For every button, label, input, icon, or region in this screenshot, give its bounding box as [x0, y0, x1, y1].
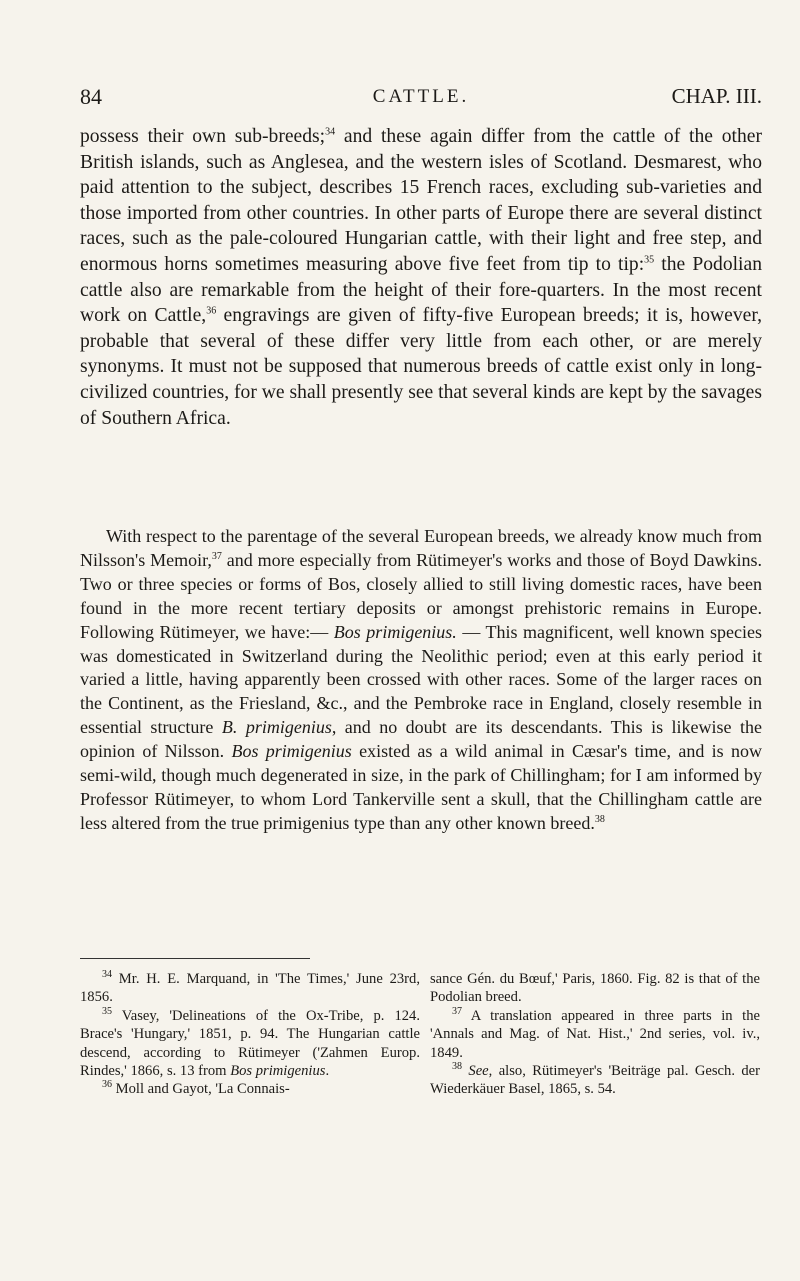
footnote-34 — [80, 970, 420, 1007]
chapter-label: CHAP. III. — [671, 84, 762, 108]
footnote-text: See — [468, 1063, 489, 1080]
text-run: existed as a wild animal in Cæsar's time, and is now semi-wild, though much degenerated in size, in the park of Chillingham; for I am informed by Professor Rütimeyer, to whom Lord Tankerville sent a skull, that the Chillingham cattle are less altered from the true primigenius type than any other known breed. — [80, 741, 762, 833]
footnotes-right-column — [430, 970, 760, 1099]
footnote-ref-38: 38 — [594, 813, 605, 825]
paragraph-1 — [80, 124, 762, 431]
footnote-number: 37 — [452, 1005, 462, 1017]
text-run: possess their own sub-breeds; — [80, 126, 326, 147]
footnote-number: 35 — [102, 1005, 112, 1017]
footnote-rule — [80, 958, 310, 959]
paragraph-2 — [80, 525, 762, 836]
species-name: Bos primigenius — [231, 741, 352, 762]
footnote-ref-36: 36 — [206, 305, 217, 317]
footnote-36-continued — [430, 970, 760, 1007]
footnote-text: Mr. H. E. Marquand, in 'The Times,' June 23rd, 1856. — [80, 971, 420, 1006]
footnote-text: A translation appeared in three parts in the 'Annals and Mag. of Nat. Hist.,' 2nd series, vol. iv., 1849. — [430, 1007, 760, 1061]
page-number: 84 — [80, 84, 102, 109]
footnote-text: . — [325, 1063, 330, 1080]
footnote-text: Moll and Gayot, 'La Connais- — [112, 1081, 290, 1098]
text-run: and more especially from Rütimeyer's works and those of Boyd Dawkins. Two or three species or forms of Bos, closely allied to still living domestic races, have been found in the more recent tertiary deposits or amongst prehistoric remains in Europe. Following Rütimeyer, we have:— — [80, 549, 762, 642]
running-header — [80, 84, 762, 114]
footnote-text: sance Gén. du Bœuf,' Paris, 1860. Fig. 82 is that of the Podolian breed. — [430, 971, 760, 1006]
footnote-ref-35: 35 — [644, 254, 655, 266]
text-run: , and no doubt are its descendants. This is likewise the opinion of Nilsson. — [80, 717, 762, 762]
footnote-number: 36 — [102, 1079, 112, 1091]
footnote-35 — [80, 1007, 420, 1081]
footnote-36 — [80, 1080, 420, 1098]
text-run: — This magnificent, well known species was domesticated in Switzerland during the Neolithic period; even at this early period it varied a little, having apparently been crossed with other races. Some of the larger races on the Continent, as the Friesland, &c., and the Pembroke race in England, closely resemble in essential structure — [80, 621, 762, 738]
footnote-ref-37: 37 — [211, 550, 222, 562]
running-title: CATTLE. — [372, 86, 470, 107]
footnote-number: 34 — [102, 969, 112, 981]
species-name: B. primigenius — [221, 717, 332, 738]
text-run: the Podolian cattle also are remarkable from the height of their fore-quarters. In the most recent work on Cattle, — [80, 253, 762, 327]
text-run: With respect to the parentage of the several European breeds, we already know much from Nilsson's Memoir, — [80, 526, 762, 570]
footnote-37 — [430, 1007, 760, 1062]
footnote-text: Vasey, 'Delineations of the Ox-Tribe, p. 124. Brace's 'Hungary,' 1851, p. 94. The Hungarian cattle descend, according to Rütimeyer ('Zahmen Europ. Rindes,' 1866, s. 13 from — [80, 1007, 420, 1080]
footnote-number: 38 — [452, 1061, 462, 1073]
text-run: and these again differ from the cattle of the other British islands, such as Anglesea, and the western isles of Scotland. Desmarest, who paid attention to the subject, describes 15 French races, excluding sub-varieties and those imported from other countries. In other parts of Europe there are several distinct races, such as the pale-coloured Hungarian cattle, with their light and free step, and enormous horns sometimes measuring above five feet from tip to tip: — [80, 126, 762, 275]
footnote-38 — [430, 1062, 760, 1099]
footnote-ref-34: 34 — [325, 126, 336, 138]
species-name: Bos primigenius — [230, 1063, 326, 1080]
footnote-text: , also, Rütimeyer's 'Beiträge pal. Gesch. der Wiederkäuer Basel, 1865, s. 54. — [430, 1063, 760, 1098]
species-name: Bos primigenius. — [333, 621, 457, 642]
footnotes-left-column — [80, 970, 420, 1099]
text-run: engravings are given of fifty-five European breeds; it is, however, probable that several of these differ very little from each other, or are merely synonyms. It must not be supposed that numerous breeds of cattle exist only in long-civilized countries, for we shall presently see that several kinds are kept by the savages of Southern Africa. — [80, 305, 762, 429]
